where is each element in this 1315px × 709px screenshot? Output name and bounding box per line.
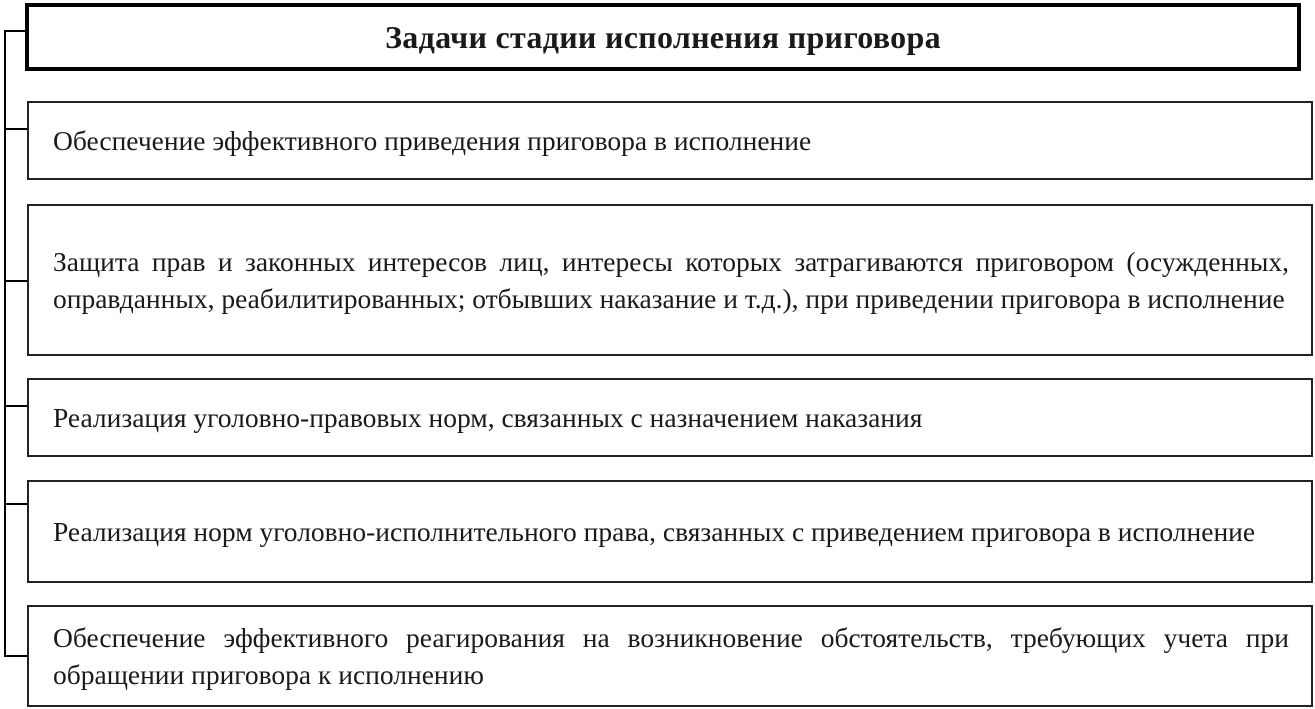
connector-task-2 [4, 280, 28, 282]
task-text-4: Реализация норм уголовно-исполнительного права, связанных с приведением приговора в исполнение [53, 516, 1256, 547]
connector-task-4 [4, 503, 28, 505]
task-box-3 [27, 378, 1313, 457]
diagram-title-box [25, 3, 1301, 71]
connector-task-5 [4, 655, 28, 657]
task-text-1: Обеспечение эффективного приведения приговора в исполнение [53, 125, 812, 156]
connector-task-1 [4, 128, 28, 130]
task-box-1 [27, 101, 1313, 180]
diagram-title: Задачи стадии исполнения приговора [385, 18, 941, 55]
task-box-5 [27, 605, 1313, 707]
connector-spine [4, 30, 6, 656]
task-text-5: Обеспечение эффективного реагирования на возникновение обстоятельств, требующих учета при обращении приговора к исполнению [53, 622, 1289, 690]
task-text-2: Защита прав и законных интересов лиц, интересы которых затрагиваются приговором (осужденных, оправданных, реабилитированных; отбывших наказание и т.д.), при приведении приговора в исполнение [53, 246, 1289, 314]
task-box-4 [27, 480, 1313, 583]
task-text-3: Реализация уголовно-правовых норм, связанных с назначением наказания [53, 402, 923, 433]
task-box-2 [27, 204, 1313, 356]
connector-task-3 [4, 405, 28, 407]
